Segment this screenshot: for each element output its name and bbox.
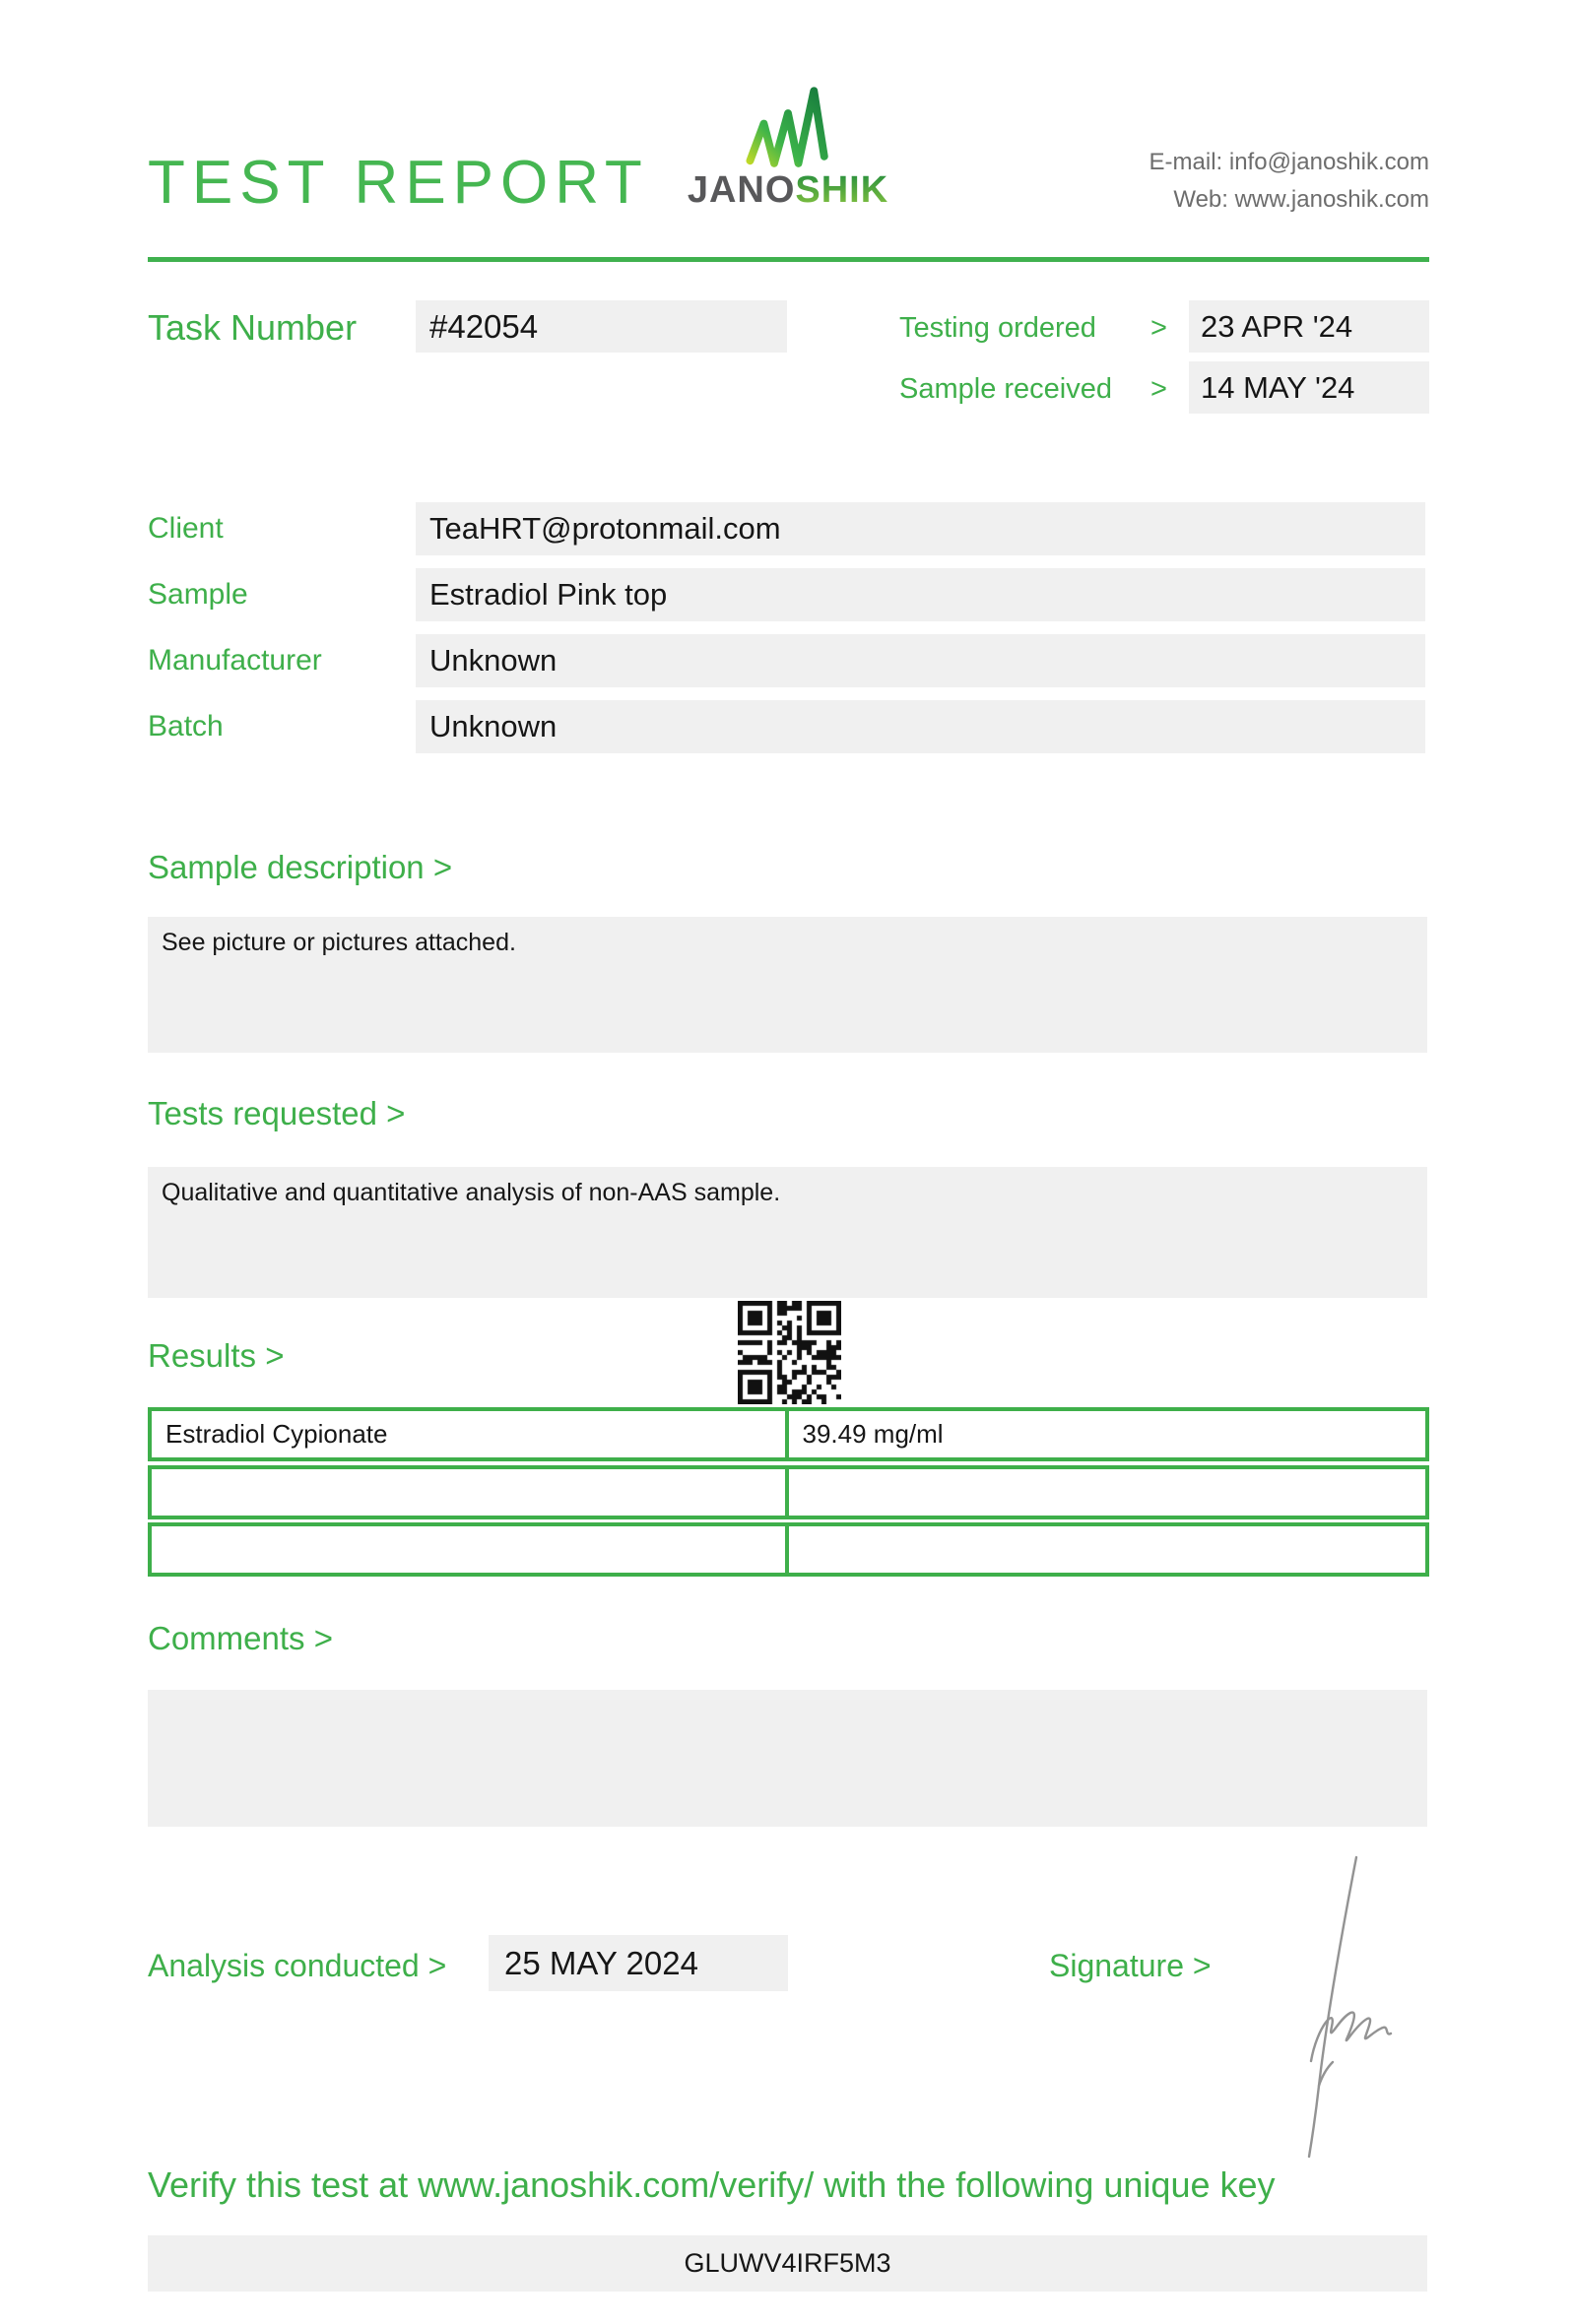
contact-info	[1149, 144, 1429, 219]
results-table-row	[148, 1522, 1429, 1577]
testing-ordered-value: 23 APR '24	[1189, 300, 1429, 353]
contact-web: Web: www.janoshik.com	[1173, 186, 1429, 213]
sample-description-box: See picture or pictures attached.	[148, 917, 1427, 1053]
comments-box	[148, 1690, 1427, 1827]
page-title: TEST REPORT	[148, 149, 649, 217]
client-value: TeaHRT@protonmail.com	[416, 502, 1425, 555]
result-substance	[152, 1526, 789, 1573]
qr-code	[738, 1301, 841, 1404]
result-value: 39.49 mg/ml	[802, 1419, 944, 1449]
tests-requested-box: Qualitative and quantitative analysis of non-AAS sample.	[148, 1167, 1427, 1298]
result-substance	[152, 1469, 789, 1516]
signature-label: Signature >	[1049, 1948, 1212, 1983]
sample-received-value: 14 MAY '24	[1189, 361, 1429, 414]
results-heading: Results >	[148, 1337, 285, 1374]
comments-heading: Comments >	[148, 1620, 333, 1656]
testing-ordered-arrow: >	[1150, 312, 1167, 344]
task-number-label: Task Number	[148, 307, 358, 348]
wordmark-shik: SHIK	[795, 169, 889, 211]
janoshik-wordmark	[660, 169, 916, 212]
verify-instruction: Verify this test at www.janoshik.com/verify/ with the following unique key	[148, 2164, 1276, 2205]
results-table-row	[148, 1465, 1429, 1519]
header-divider	[148, 257, 1429, 262]
batch-label: Batch	[148, 710, 224, 742]
verify-key: GLUWV4IRF5M3	[148, 2235, 1427, 2292]
contact-email: E-mail: info@janoshik.com	[1149, 149, 1429, 175]
sample-value: Estradiol Pink top	[416, 568, 1425, 621]
sample-received-arrow: >	[1150, 373, 1167, 405]
batch-value: Unknown	[416, 700, 1425, 753]
signature-image	[1276, 1849, 1433, 2164]
client-label: Client	[148, 512, 224, 545]
sample-received-label: Sample received	[899, 373, 1112, 405]
manufacturer-label: Manufacturer	[148, 644, 322, 677]
result-substance: Estradiol Cypionate	[152, 1411, 789, 1457]
manufacturer-value: Unknown	[416, 634, 1425, 687]
sample-description-heading: Sample description >	[148, 849, 453, 885]
task-number-value: #42054	[416, 300, 787, 353]
janoshik-chart-logo-icon	[745, 79, 831, 169]
analysis-conducted-label: Analysis conducted >	[148, 1948, 447, 1983]
sample-label: Sample	[148, 578, 248, 611]
tests-requested-heading: Tests requested >	[148, 1095, 406, 1131]
testing-ordered-label: Testing ordered	[899, 312, 1096, 344]
result-value	[789, 1526, 1426, 1573]
analysis-conducted-value: 25 MAY 2024	[489, 1935, 788, 1991]
results-table-row	[148, 1407, 1429, 1461]
result-value	[789, 1469, 1426, 1516]
wordmark-jano: JANO	[687, 169, 796, 211]
